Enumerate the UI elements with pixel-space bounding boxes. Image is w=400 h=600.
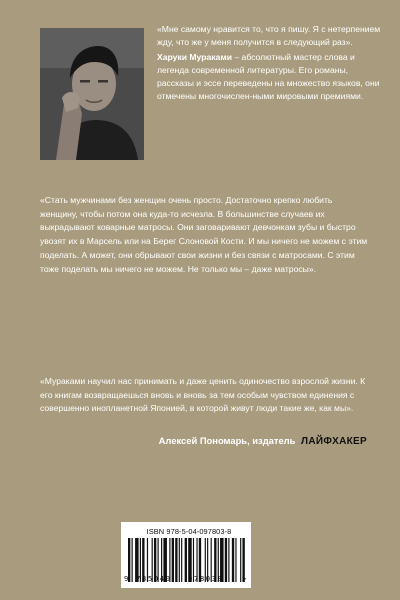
author-quote: «Мне самому нравится то, что я пишу. Я с нетерпением жду, что же у меня получится в следующий раз». [157, 24, 381, 47]
reviewer-name: Алексей Пономарь, издатель [158, 435, 296, 446]
barcode-digits-right: 978038 [188, 574, 224, 583]
author-description-text: – абсолютный мастер слова и легенда современной литературы. Его романы, рассказы и эссе переведены на множество языков, они отмечены многочислен-ными мировыми премиями. [157, 52, 380, 101]
author-name: Харуки Мураками [157, 52, 232, 62]
author-description [157, 51, 383, 103]
barcode-digit-first: 9 [124, 574, 129, 583]
barcode-digits [124, 574, 250, 584]
isbn-barcode [121, 522, 251, 588]
review-quote: «Мураками научил нас принимать и даже ценить одиночество взрослой жизни. К его книгам возвращаешься вновь и вновь за тем особым чувством единения с совершенно инопланетной Японией, в которой живут люди такие же, как мы». [40, 376, 366, 414]
author-photo [40, 28, 144, 160]
publisher-logo: ЛАЙФХАКЕР [301, 436, 367, 447]
book-excerpt: «Стать мужчинами без женщин очень просто. Достаточно крепко любить женщину, чтобы потом она куда-то исчезла. В большинстве случаев их выкрадывают коварные матросы. Они заговаривают девчонкам зубы и быстро увозят их в Марсель или на Берег Слоновой Кости. И мы ничего не можем с этим поделать. А может, они обрывают свои жизни и без связи с матросами. С этим тоже поделать мы ничего не можем. Не только мы – даже матросы». [40, 195, 368, 274]
barcode-end-mark: > [242, 574, 247, 583]
barcode-digits-left: 785040 [136, 574, 172, 583]
review-attribution [159, 435, 367, 447]
isbn-label: ISBN 978-5-04-097803-8 [146, 527, 232, 536]
author-portrait-image [40, 28, 144, 160]
author-bio [157, 23, 383, 103]
